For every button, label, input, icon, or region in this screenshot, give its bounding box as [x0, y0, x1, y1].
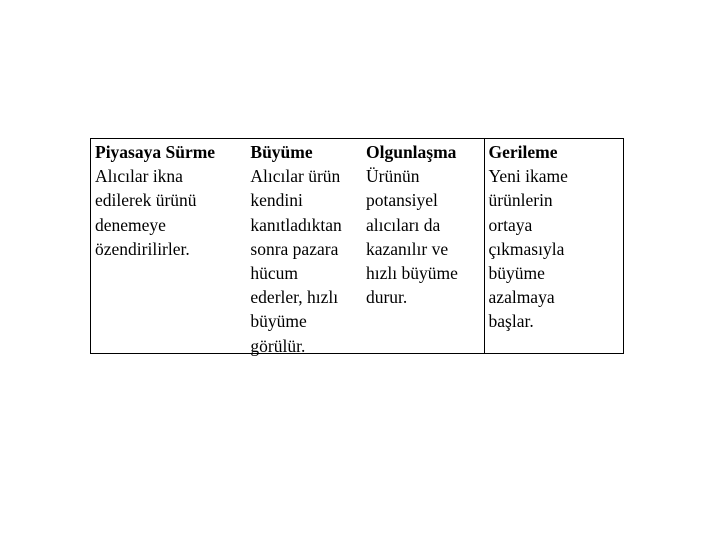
stage-description-line: çıkmasıyla	[488, 238, 565, 259]
stage-description-line: potansiyel	[365, 190, 438, 211]
stage-column-growth	[247, 139, 361, 356]
stage-description-line: büyüme	[250, 311, 307, 332]
stage-description-line: hızlı büyüme	[365, 263, 458, 284]
stage-title: Olgunlaşma	[365, 142, 457, 162]
stage-title: Gerileme	[488, 142, 558, 162]
stage-description-line: azalmaya	[488, 287, 555, 308]
stage-description-line: ederler, hızlı	[250, 287, 339, 308]
stage-column-maturity	[361, 139, 484, 353]
stage-description-line: büyüme	[488, 263, 545, 284]
stage-title: Büyüme	[250, 142, 313, 162]
stage-description-line: alıcıları da	[365, 214, 441, 235]
stage-column-decline	[484, 139, 623, 353]
stage-description-line: sonra pazara	[250, 238, 339, 259]
stage-description-line: Ürünün	[365, 166, 420, 187]
stage-description-line: durur.	[365, 287, 408, 308]
stage-description-line: denemeye	[95, 214, 166, 235]
stage-description-line: ortaya	[488, 214, 533, 235]
stage-description-line: ürünlerin	[488, 190, 553, 211]
stage-title: Piyasaya Sürme	[95, 142, 216, 162]
stage-description-line: özendirilirler.	[95, 238, 190, 259]
stage-description-line: Alıcılar ikna	[95, 166, 183, 187]
stage-column-introduction	[91, 139, 247, 353]
stage-description-line: hücum	[250, 263, 299, 284]
stage-description-line: görülür.	[250, 335, 306, 356]
product-life-cycle-table	[90, 138, 624, 354]
stage-description-line: kazanılır ve	[365, 238, 449, 259]
stage-description-line: Yeni ikame	[488, 166, 568, 187]
stage-description-line: edilerek ürünü	[95, 190, 197, 211]
stage-description-line: Alıcılar ürün	[250, 166, 341, 187]
stage-description-line: kanıtladıktan	[250, 214, 342, 235]
stage-description-line: kendini	[250, 190, 303, 211]
stage-description-line: başlar.	[488, 311, 534, 332]
